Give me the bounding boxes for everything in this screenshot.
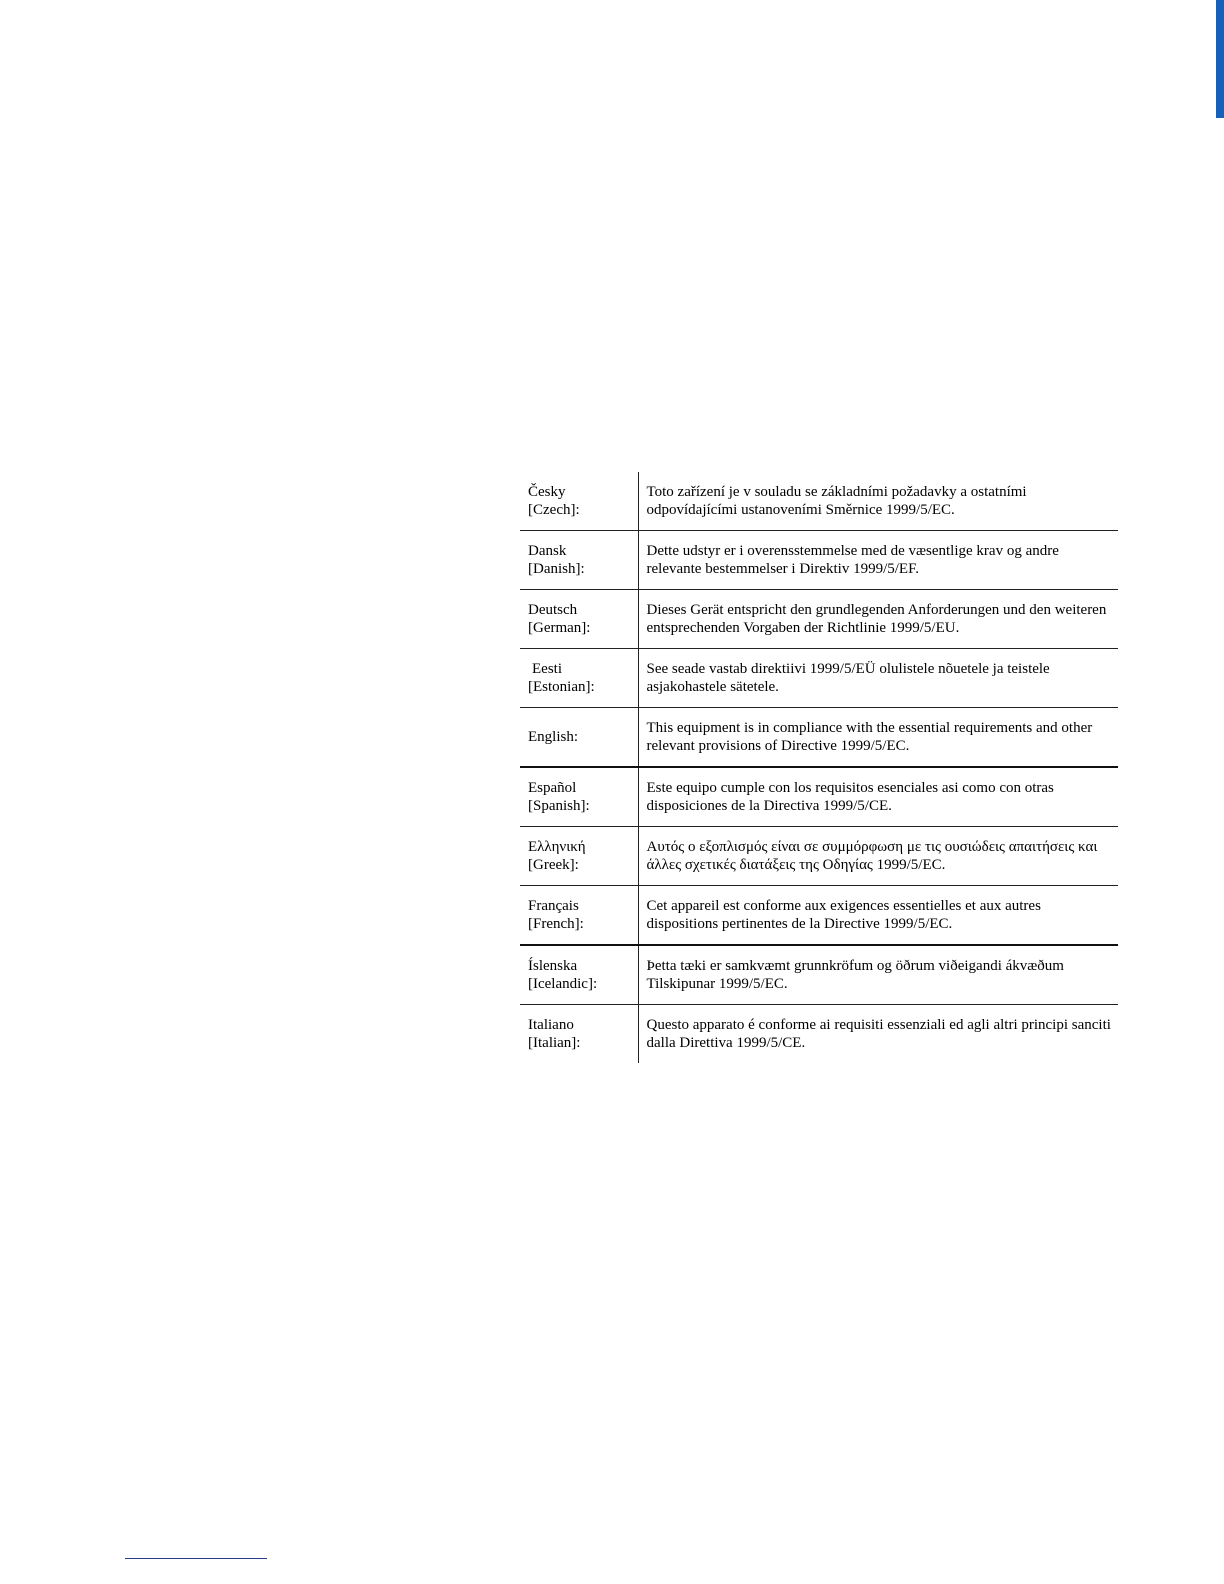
language-english-name: [Czech]: xyxy=(528,502,580,518)
language-cell xyxy=(520,945,638,1005)
language-cell xyxy=(520,708,638,768)
language-english-name: [Icelandic]: xyxy=(528,976,598,992)
table-row-estonian xyxy=(520,649,1118,708)
declaration-text: This equipment is in compliance with the essential requirements and other relevant provisions of Directive 1999/5/EC. xyxy=(638,708,1118,768)
language-native-name: Íslenska xyxy=(528,958,578,974)
language-native-name: English: xyxy=(528,729,579,745)
language-english-name: [French]: xyxy=(528,916,584,932)
table-row-greek xyxy=(520,827,1118,886)
table-row-german xyxy=(520,590,1118,649)
language-native-name: Italiano xyxy=(528,1017,574,1033)
language-english-name: [German]: xyxy=(528,620,591,636)
declaration-text: Toto zařízení je v souladu se základními požadavky a ostatními odpovídajícími ustanoveními Směrnice 1999/5/EC. xyxy=(638,472,1118,531)
declaration-of-conformity-table xyxy=(520,472,1118,1063)
language-cell xyxy=(520,472,638,531)
declaration-text: Este equipo cumple con los requisitos esenciales asi como con otras disposiciones de la Directiva 1999/5/CE. xyxy=(638,767,1118,827)
page-edge-marker xyxy=(1216,0,1224,118)
table-row-italian xyxy=(520,1005,1118,1064)
language-native-name: Ελληνική xyxy=(528,839,586,855)
table-row-spanish xyxy=(520,767,1118,827)
language-english-name: [Estonian]: xyxy=(528,679,595,695)
declaration-text: Αυτός ο εξοπλισμός είναι σε συμμόρφωση με τις ουσιώδεις απαιτήσεις και άλλες σχετικές διατάξεις της Οδηγίας 1999/5/EC. xyxy=(638,827,1118,886)
declaration-text: Questo apparato é conforme ai requisiti essenziali ed agli altri principi sanciti dalla Direttiva 1999/5/CE. xyxy=(646,1017,1111,1051)
table-row-french xyxy=(520,886,1118,946)
table-row-danish xyxy=(520,531,1118,590)
language-native-name: Česky xyxy=(528,484,566,500)
language-cell xyxy=(520,827,638,886)
language-english-name: [Italian]: xyxy=(528,1035,581,1051)
language-english-name: [Greek]: xyxy=(528,857,579,873)
footnote-separator xyxy=(125,1558,267,1559)
language-cell xyxy=(520,649,638,708)
language-native-name: Dansk xyxy=(528,543,567,559)
language-cell xyxy=(520,1005,638,1064)
declaration-text: See seade vastab direktiivi 1999/5/EÜ olulistele nõuetele ja teistele asjakohastele sätetele. xyxy=(638,649,1118,708)
language-english-name: [Spanish]: xyxy=(528,798,590,814)
declaration-text: Dette udstyr er i overensstemmelse med de væsentlige krav og andre relevante bestemmelser i Direktiv 1999/5/EF. xyxy=(638,531,1118,590)
language-native-name: Deutsch xyxy=(528,602,578,618)
language-native-name: Français xyxy=(528,898,579,914)
language-cell xyxy=(520,590,638,649)
language-cell xyxy=(520,886,638,946)
language-cell xyxy=(520,767,638,827)
language-cell xyxy=(520,531,638,590)
table-row-icelandic xyxy=(520,945,1118,1005)
table-row-english xyxy=(520,708,1118,768)
declaration-text: Cet appareil est conforme aux exigences essentielles et aux autres dispositions pertinentes de la Directive 1999/5/EC. xyxy=(638,886,1118,946)
declaration-text: Þetta tæki er samkvæmt grunnkröfum og öðrum viðeigandi ákvæðum Tilskipunar 1999/5/EC. xyxy=(638,945,1118,1005)
language-native-name: Español xyxy=(528,780,577,796)
language-english-name: [Danish]: xyxy=(528,561,585,577)
table-row-czech xyxy=(520,472,1118,531)
language-native-name: Eesti xyxy=(532,661,562,677)
declaration-text: Dieses Gerät entspricht den grundlegenden Anforderungen und den weiteren entsprechenden Vorgaben der Richtlinie 1999/5/EU. xyxy=(638,590,1118,649)
